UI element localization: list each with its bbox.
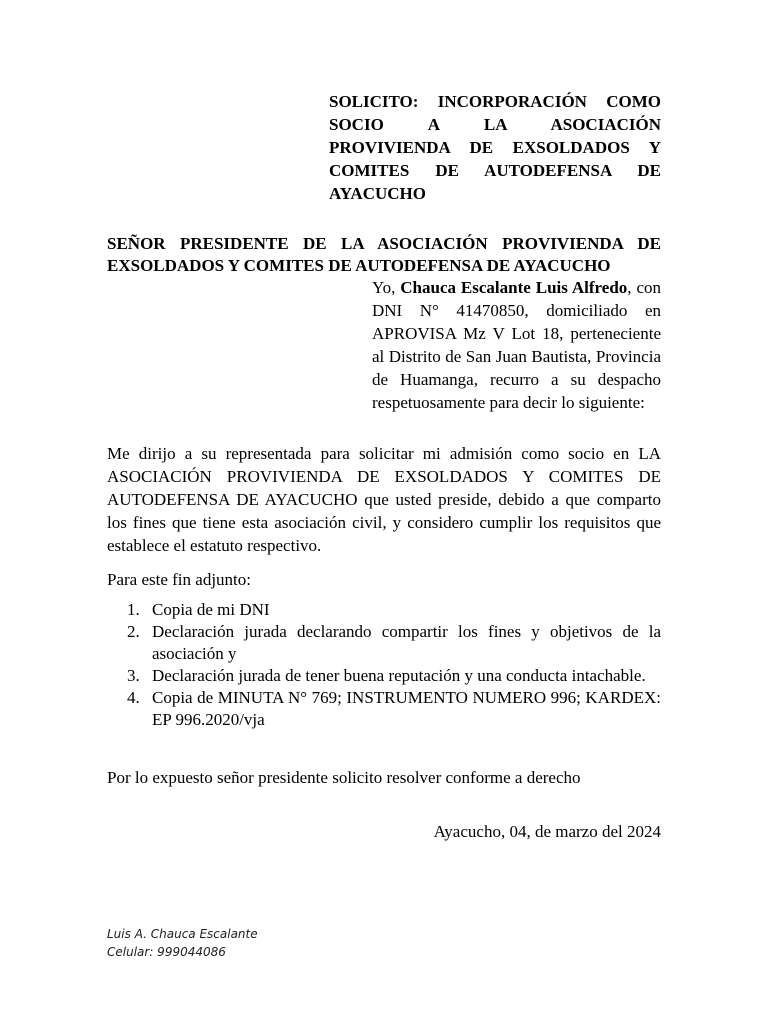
list-item	[107, 687, 661, 731]
signature-phone: Celular: 999044086	[107, 945, 226, 959]
intro-paragraph	[372, 276, 661, 414]
list-item-number: 2.	[127, 622, 140, 641]
list-item-number: 1.	[127, 600, 140, 619]
closing-paragraph: Por lo expuesto señor presidente solicito resolver conforme a derecho	[107, 768, 581, 787]
intro-rest: , con DNI N° 41470850, domiciliado en APROVISA Mz V Lot 18, perteneciente al Distrito de San Juan Bautista, Provincia de Huamanga, recurro a su despacho respetuosamente para decir lo siguiente:	[372, 278, 662, 412]
list-item-text: Declaración jurada de tener buena reputación y una conducta intachable.	[152, 666, 646, 685]
list-item-text: Copia de MINUTA N° 769; INSTRUMENTO NUMERO 996; KARDEX: EP 996.2020/vja	[152, 688, 661, 729]
date-line: Ayacucho, 04, de marzo del 2024	[433, 822, 661, 841]
list-item-text: Copia de mi DNI	[152, 600, 270, 619]
solicito-heading: SOLICITO: INCORPORACIÓN COMO SOCIO A LA ASOCIACIÓN PROVIVIENDA DE EXSOLDADOS Y COMITES DE AUTODEFENSA DE AYACUCHO	[329, 92, 661, 203]
list-item	[107, 621, 661, 665]
list-item-number: 4.	[127, 688, 140, 707]
signature-block	[107, 925, 258, 961]
signature-name: Luis A. Chauca Escalante	[107, 927, 258, 941]
list-item-text: Declaración jurada declarando compartir los fines y objetivos de la asociación y	[152, 622, 661, 663]
request-paragraph: Me dirijo a su representada para solicitar mi admisión como socio en LA ASOCIACIÓN PROVIVIENDA DE EXSOLDADOS Y COMITES DE AUTODEFENSA DE AYACUCHO que usted preside, debido a que comparto los fines que tiene esta asociación civil, y considero cumplir los requisitos que establece el estatuto respectivo.	[107, 444, 661, 555]
list-item	[107, 665, 661, 687]
list-item	[107, 599, 661, 621]
attachments-list	[107, 599, 661, 731]
addressee-heading: SEÑOR PRESIDENTE DE LA ASOCIACIÓN PROVIVIENDA DE EXSOLDADOS Y COMITES DE AUTODEFENSA DE AYACUCHO	[107, 234, 661, 275]
intro-prefix: Yo,	[372, 278, 401, 297]
applicant-name: Chauca Escalante Luis Alfredo	[400, 278, 628, 297]
attachments-intro: Para este fin adjunto:	[107, 570, 251, 589]
list-item-number: 3.	[127, 666, 140, 685]
